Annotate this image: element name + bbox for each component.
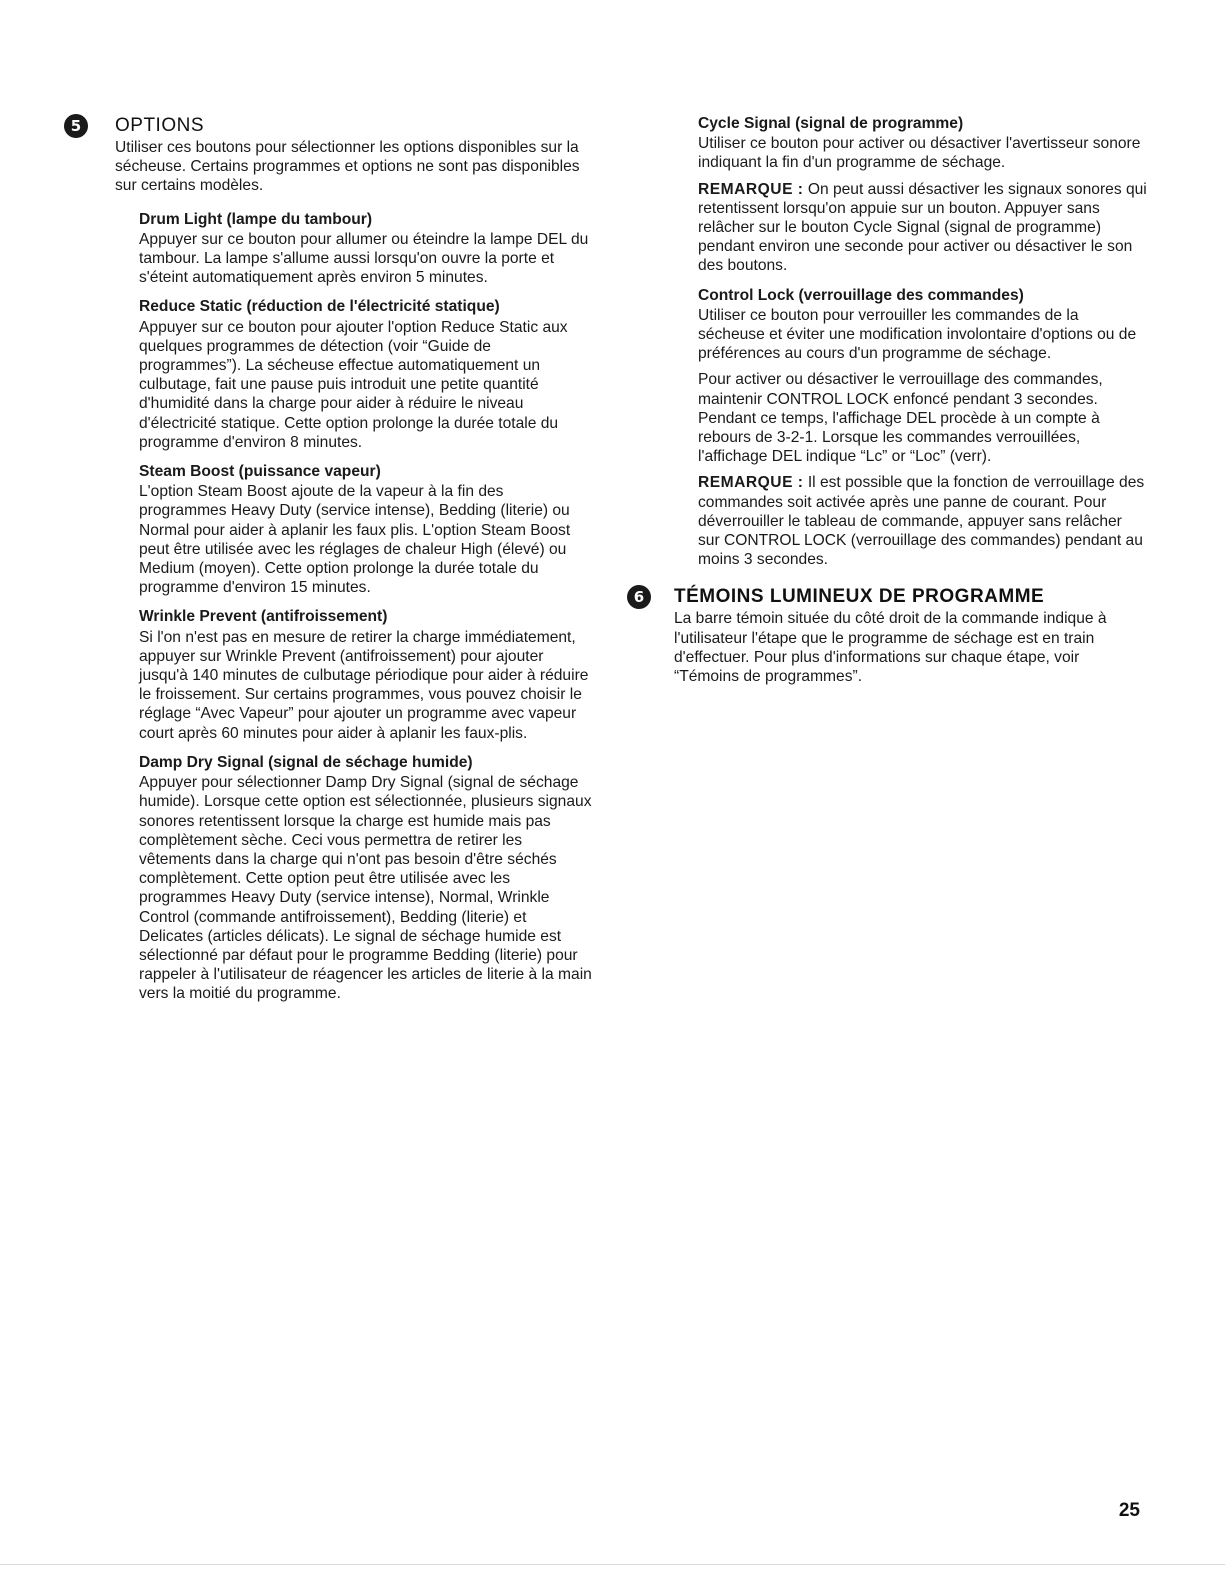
section-number-badge: 5 [64, 114, 88, 138]
note-label: REMARQUE : [698, 474, 804, 492]
option-description: Appuyer pour sélectionner Damp Dry Signal (signal de séchage humide). Lorsque cette option est sélectionnée, plusieurs signaux sonores retentissent lorsque la charge est humide mais pas complètement sèche. Ceci vous permettra de retirer les vêtements dans la charge qui n'ont pas besoin d'être séchés complètement. Cette option peut être utilisée avec les programmes Heavy Duty (service intense), Normal, Wrinkle Control (commande antifroissement), Bedding (literie) et Delicates (articles délicats). Le signal de séchage humide est sélectionné par défaut pour le programme Bedding (literie) pour rappeler à l'utilisateur de réagencer les articles de literie à la main vers la moitié du programme. [139, 774, 592, 1003]
option-description: Utiliser ce bouton pour activer ou désactiver l'avertisseur sonore indiquant la fin d'un programme de séchage. [698, 135, 1141, 172]
option-damp-dry-signal [139, 753, 594, 1004]
note-text: Il est possible que la fonction de verrouillage des commandes soit activée après une panne de courant. Pour déverrouiller le tableau de commande, appuyer sans relâcher sur CONTROL LOCK (verrouillage des commandes) pendant au moins 3 secondes. [698, 474, 1145, 569]
option-description: Appuyer sur ce bouton pour allumer ou éteindre la lampe DEL du tambour. La lampe s'allume aussi lorsqu'on ouvre la porte et s'éteint automatiquement après environ 5 minutes. [139, 230, 589, 287]
section-number-badge: 6 [627, 585, 651, 609]
section-5-body [115, 138, 594, 1004]
option-title: Reduce Static (réduction de l'électricité statique) [139, 298, 500, 316]
section-6-body [674, 609, 1147, 686]
section-5-header [64, 114, 594, 138]
option-title: Control Lock (verrouillage des commandes) [698, 286, 1024, 304]
option-title: Damp Dry Signal (signal de séchage humide) [139, 753, 473, 771]
section-title-cycle-status-lights: TÉMOINS LUMINEUX DE PROGRAMME [674, 586, 1045, 608]
option-description: Si l'on n'est pas en mesure de retirer la charge immédiatement, appuyer sur Wrinkle Prevent (antifroissement) pour ajouter jusqu'à 140 minutes de culbutage périodique pour aider à réduire le froissement. Sur certains programmes, vous pouvez choisir le réglage “Avec Vapeur” pour ajouter un programme avec vapeur court après 60 minutes pour aider à aplanir les faux-plis. [139, 628, 589, 742]
section-description: La barre témoin située du côté droit de la commande indique à l'utilisateur l'étape que le programme de séchage est en train d'effectuer. Pour plus d'informations sur chaque étape, voir “Témoins de programmes”. [674, 610, 1107, 686]
section-6 [627, 585, 1147, 686]
section-intro: Utiliser ces boutons pour sélectionner les options disponibles sur la sécheuse. Certains programmes et options ne sont pas disponibles sur certains modèles. [115, 139, 580, 195]
option-description-2: Pour activer ou désactiver le verrouillage des commandes, maintenir CONTROL LOCK enfoncé pendant 3 secondes. Pendant ce temps, l'affichage DEL procède à un compte à rebours de 3-2-1. Lorsque les commandes verrouillées, l'affichage DEL indique “Lc” or “Loc” (verr). [698, 371, 1103, 466]
right-column [627, 114, 1147, 686]
option-description: L'option Steam Boost ajoute de la vapeur à la fin des programmes Heavy Duty (service intense), Bedding (literie) ou Normal pour aider à aplanir les faux plis. L'option Steam Boost peut être utilisée avec les réglages de chaleur High (élevé) ou Medium (moyen). Cette option prolonge la durée totale du programme d'environ 15 minutes. [139, 483, 571, 597]
section-6-header [627, 585, 1147, 609]
option-title: Wrinkle Prevent (antifroissement) [139, 608, 388, 626]
option-steam-boost [139, 462, 594, 597]
option-description: Appuyer sur ce bouton pour ajouter l'option Reduce Static aux quelques programmes de détection (voir “Guide de programmes”). La sécheuse effectue automatiquement un culbutage, fait une pause puis introduit une petite quantité d'humidité dans la charge pour aider à réduire le niveau d'électricité statique. Cette option prolonge la durée totale du programme d'environ 8 minutes. [139, 318, 568, 451]
option-description: Utiliser ce bouton pour verrouiller les commandes de la sécheuse et éviter une modification involontaire d'options ou de préférences au cours d'un programme de séchage. [698, 306, 1137, 363]
page-number: 25 [1118, 1500, 1140, 1521]
note-paragraph [698, 473, 1147, 569]
note-label: REMARQUE : [698, 180, 804, 198]
option-title: Cycle Signal (signal de programme) [698, 115, 964, 132]
option-cycle-signal [698, 114, 1147, 276]
option-drum-light [139, 210, 594, 288]
option-reduce-static [139, 297, 594, 452]
note-text: On peut aussi désactiver les signaux sonores qui retentissent lorsqu'on appuie sur un bouton. Appuyer sans relâcher sur le bouton Cycle Signal (signal de programme) pendant environ une seconde pour activer ou désactiver le son des boutons. [698, 180, 1147, 275]
option-wrinkle-prevent [139, 607, 594, 742]
option-control-lock [698, 286, 1147, 570]
left-column [64, 114, 594, 1014]
section-title-options: OPTIONS [115, 115, 205, 136]
option-title: Drum Light (lampe du tambour) [139, 210, 373, 228]
option-title: Steam Boost (puissance vapeur) [139, 463, 381, 481]
note-paragraph [698, 180, 1147, 276]
bottom-divider [0, 1564, 1225, 1565]
